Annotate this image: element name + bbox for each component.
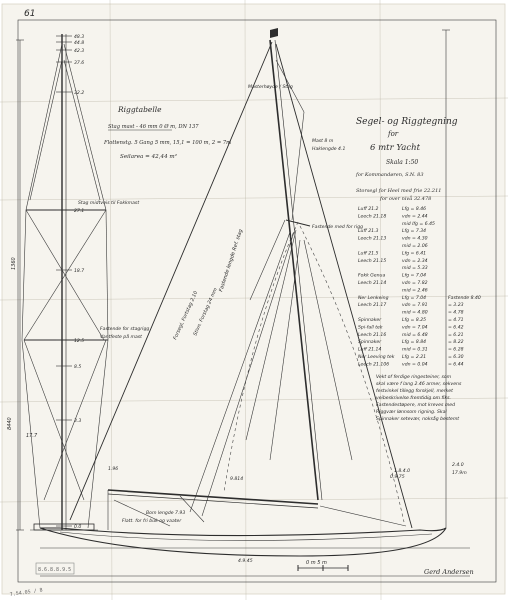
dimension-label: 2.4.0 [452, 463, 464, 468]
mast-station-label: 42.3 [74, 49, 85, 54]
side-note: Fastende for stagrigg [100, 327, 150, 332]
mast-station-label: 0.0 [74, 525, 82, 530]
note-line: Vekt of ferdige ringesteiner, som [376, 375, 452, 380]
sail-table-label: Leech 21.17 [358, 303, 387, 309]
dimension-label: 1.8.4.0 [394, 469, 411, 474]
mast-station-label: 44.8 [74, 41, 85, 46]
sail-table-value: Lfg = 8.25 [402, 318, 427, 323]
sail-table-label: Spinnaker [358, 340, 382, 346]
drawing-subject: 6 mtr Yacht [370, 143, 421, 153]
sail-table-extra: = 8.22 [448, 340, 464, 346]
sail-area-note: Fastende lengde Ref. stag [218, 228, 245, 293]
masthead-note: Masterhøyde / Stag [248, 85, 293, 90]
sail-table-value: Lfg = 8.84 [402, 340, 427, 346]
sail-table-label: Luff 21.3 [358, 229, 379, 235]
sail-table-value: vdn = 4.30 [402, 236, 428, 242]
sail-table-value: Lfg = 7.04 [402, 295, 427, 301]
boom-note: Bom lengde 7.93 [146, 511, 186, 516]
sail-table-extra: = 6.42 [448, 325, 464, 331]
sail-table-value: vdn = 7.04 [402, 325, 428, 331]
dimension-label: 0.9.75 [390, 475, 405, 480]
dimension-label: 1.96 [108, 467, 119, 472]
sail-table-value: vdn = 7.82 [402, 281, 428, 286]
sail-table-value: vdn = 2.34 [402, 258, 428, 264]
forestay-label: Forsegl, Fortstag 2.10 [173, 290, 200, 341]
sail-table-label: Ner Lenkeing [358, 295, 389, 301]
sail-table-label: Leech 21.14 [358, 281, 387, 286]
table-header: Storsegl for Heel med frie 22.211 [356, 188, 442, 194]
drawing-owner: for Kommandøren, S.N. 83 [356, 172, 424, 178]
sail-table-value: Lfg = 7.34 [402, 229, 427, 235]
boom-note: Flatt. for fri buk og vaater [122, 519, 182, 524]
mast-station-label: 12.5 [74, 339, 85, 344]
signature: Gerd Andersen [424, 568, 474, 576]
mast-station-label: 37.6 [74, 61, 85, 66]
sail-table-label: Leech 21.18 [358, 214, 387, 220]
mast-station-label: 32.2 [74, 91, 85, 96]
sail-table-extra: = 6.21 [448, 332, 464, 338]
sail-table-label: Leech 21.106 [358, 362, 390, 368]
note-line: Spinnaker setevær, noksåg bestemt [376, 417, 460, 422]
mast-note: Mast 8 m [312, 139, 334, 144]
drawing-scale: Skala 1:50 [386, 159, 419, 166]
sail-table-value: vdn = 7.91 [402, 303, 428, 309]
sail-table-label: Luff 21.2 [358, 207, 379, 212]
rigg-table-line: Flottenstg. 5 Gang 5 mm, 15,1 = 100 m, 2 = 7m [104, 140, 232, 146]
vertical-dimension: 1360 [11, 257, 17, 270]
dimension-label: 4.9.45 [238, 559, 253, 564]
sail-table-value: mid = 0.31 [402, 347, 428, 353]
sail-table-value: Lfg = 2.21 [402, 355, 427, 360]
sail-table-extra: = 4.78 [448, 310, 464, 316]
sail-table-label: Spinnaker [358, 318, 382, 323]
mast-station-label: 48.3 [74, 35, 85, 40]
sail-table-extra: = 3.23 [448, 303, 464, 309]
corner-number: 61 [24, 9, 36, 19]
archive-number: 7.54.05 / 8 [9, 587, 44, 598]
dimension-label: 17.9m [452, 471, 467, 476]
sail-table-value: Lfg = 6.41 [402, 251, 427, 257]
sail-table-label: Leech 21.15 [358, 258, 387, 264]
sail-table-value: Lfg = 8.46 [402, 207, 427, 212]
note-line: Fastendestøpere, mot kreves med [376, 403, 456, 408]
jib-label: 9.814 [230, 477, 244, 482]
drawing-title-for: for [388, 130, 399, 138]
sail-table-label: Leech 21.16 [358, 332, 387, 338]
sail-table-extra: = 6.30 [448, 355, 464, 360]
mast-station-label: 8.5 [74, 365, 82, 370]
side-note: Stag midtveis til Fokkmast [78, 201, 140, 206]
sail-table-value: mid = 2.06 [402, 244, 428, 249]
vertical-dimension: 8440 [7, 417, 13, 430]
forestay-label: Stivn. Forstag 24 mm [193, 287, 219, 337]
sail-table-value: vdn = 0.04 [402, 362, 428, 368]
rigg-table-title: Riggtabelle [118, 105, 162, 114]
drawing-title: Segel- og Riggtegning [356, 117, 458, 127]
sail-table-value: mid = 6.48 [402, 332, 428, 338]
sail-table-value: Lfg = 7.04 [402, 273, 427, 279]
sail-table-extra: = 6.44 [448, 362, 464, 368]
sail-table-label: Luff 21.14 [358, 347, 382, 353]
mast-station-label: 3.3 [74, 419, 82, 424]
sail-table-label: Leech 21.13 [358, 236, 387, 242]
sail-table-label: Luff 21.5 [358, 251, 379, 257]
vang-note: Fastende med for rigg [312, 225, 364, 230]
note-line: festvinkel tillegg forskjell, merket [376, 389, 453, 394]
sail-table-label: Fokk Genua [358, 273, 386, 279]
note-line: skal være f lang 2.46 armer, sekvens [376, 382, 462, 387]
mast-note: Haklengde 4.1 [312, 147, 346, 152]
rigg-table-line: Seilarea = 42,44 m² [120, 154, 177, 160]
left-dimension-label: 17.7 [26, 433, 38, 439]
sail-table-value: mid lfg = 6.45 [402, 221, 435, 227]
sail-table-extra: = 4.71 [448, 318, 464, 323]
sail-table-value: mid = 2.46 [402, 288, 428, 294]
sail-table-label: Spi-fall tek [358, 325, 383, 331]
note-line: veibeskrivelse fremtidig om fiks. [376, 396, 451, 401]
note-line: Riggvær lønnsom rigning. Skal [376, 410, 447, 415]
mast-station-label: 18.7 [74, 269, 85, 274]
side-note: Vantfeste på mast [100, 335, 142, 340]
mast-station-label: 27.1 [74, 209, 85, 214]
sail-table-value: mid = 5.33 [402, 266, 428, 272]
sail-table-label: Ner Leeving tek [358, 355, 395, 360]
table-header: for over nivå 32.478 [380, 196, 432, 202]
rigg-table-line: Stag mast - 46 mm 0 Ø m, DN 137 [108, 124, 199, 130]
sail-table-value: vdn = 2.44 [402, 214, 428, 220]
archive-stamp-text: 8.6.8.8.9.5 [38, 567, 72, 573]
sail-table-value: mid = 4.80 [402, 310, 428, 316]
sail-table-extra: Fastende 8.40 [448, 295, 481, 301]
scale-bar-label: 0 m 5 m [306, 560, 327, 566]
sail-table-extra: = 6.28 [448, 347, 464, 353]
